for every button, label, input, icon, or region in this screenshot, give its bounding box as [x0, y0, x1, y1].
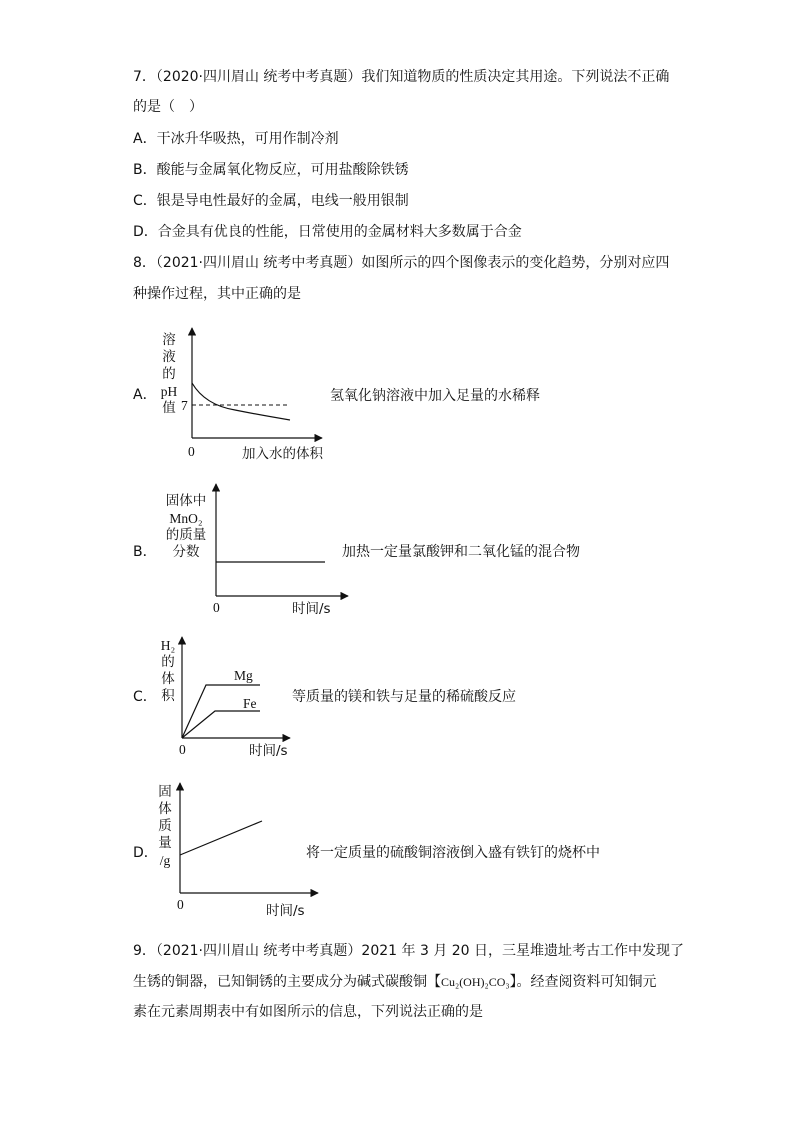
graph-d-rising-line [180, 821, 262, 855]
graph-d-origin: 0 [177, 897, 184, 912]
graph-c-x-label: 时间/s [249, 743, 288, 759]
graph-b-origin: 0 [213, 600, 220, 615]
graph-c-description: 等质量的镁和铁与足量的稀硫酸反应 [292, 689, 516, 705]
q8-stem-line2: 种操作过程，其中正确的是 [133, 286, 301, 302]
q9-stem-line1: 9．（2021·四川眉山 统考中考真题）2021 年 3 月 20 日，三星堆遗址考古工作中发现了 [133, 943, 685, 959]
q9-stem-line3: 素在元素周期表中有如图所示的信息，下列说法正确的是 [133, 1004, 483, 1020]
q7-option-b: B．酸能与金属氧化物反应，可用盐酸除铁锈 [133, 162, 409, 178]
graph-c [182, 637, 290, 738]
graph-a-x-label: 加入水的体积 [242, 446, 323, 462]
q9-formula: Cu₂(OH)₂CO₃ [441, 975, 510, 989]
q7-option-a: A．干冰升华吸热，可用作制冷剂 [133, 131, 339, 147]
graph-a [192, 328, 322, 438]
graph-a-y-tick-7: 7 [181, 398, 188, 413]
graph-d-letter: D． [133, 845, 158, 861]
graph-a-curve [192, 383, 290, 420]
graph-b [216, 484, 348, 596]
graph-b-letter: B． [133, 544, 157, 560]
graph-c-y-label: H₂ 的 体 积 [160, 638, 176, 704]
graph-c-origin: 0 [179, 742, 186, 757]
q7-option-c: C．银是导电性最好的金属，电线一般用银制 [133, 193, 409, 209]
q8-stem-line1: 8．（2021·四川眉山 统考中考真题）如图所示的四个图像表示的变化趋势，分别对应四 [133, 255, 670, 271]
graph-b-y-label: 固体中 MnO₂ 的质量 分数 [165, 493, 207, 560]
graph-c-fe-line [182, 711, 260, 738]
graph-d-description: 将一定质量的硫酸铜溶液倒入盛有铁钉的烧杯中 [306, 845, 600, 861]
graph-a-letter: A． [133, 387, 157, 403]
graph-a-description: 氢氧化钠溶液中加入足量的水稀释 [330, 388, 540, 404]
q7-stem-line2: 的是（ ） [133, 99, 203, 115]
q7-stem-line1: 7．（2020·四川眉山 统考中考真题）我们知道物质的性质决定其用途。下列说法不正确 [133, 69, 670, 85]
graph-b-x-label: 时间/s [292, 601, 331, 617]
graph-a-y-label: 溶 液 的 pH 值 [160, 332, 178, 416]
q9-stem-line2: 生锈的铜器，已知铜锈的主要成分为碱式碳酸铜【Cu₂(OH)₂CO₃】。经查阅资料可知铜元 [133, 974, 657, 990]
graph-c-series-mg: Mg [234, 668, 253, 683]
graph-d-y-label: 固 体 质 量 /g [158, 784, 172, 868]
graph-c-letter: C． [133, 689, 157, 705]
graph-d-x-label: 时间/s [266, 903, 305, 919]
q7-option-d: D．合金具有优良的性能，日常使用的金属材料大多数属于合金 [133, 224, 522, 240]
graph-a-origin: 0 [188, 444, 195, 459]
graph-b-description: 加热一定量氯酸钾和二氧化锰的混合物 [342, 544, 580, 560]
graph-d [180, 783, 318, 893]
graph-c-series-fe: Fe [243, 696, 257, 711]
